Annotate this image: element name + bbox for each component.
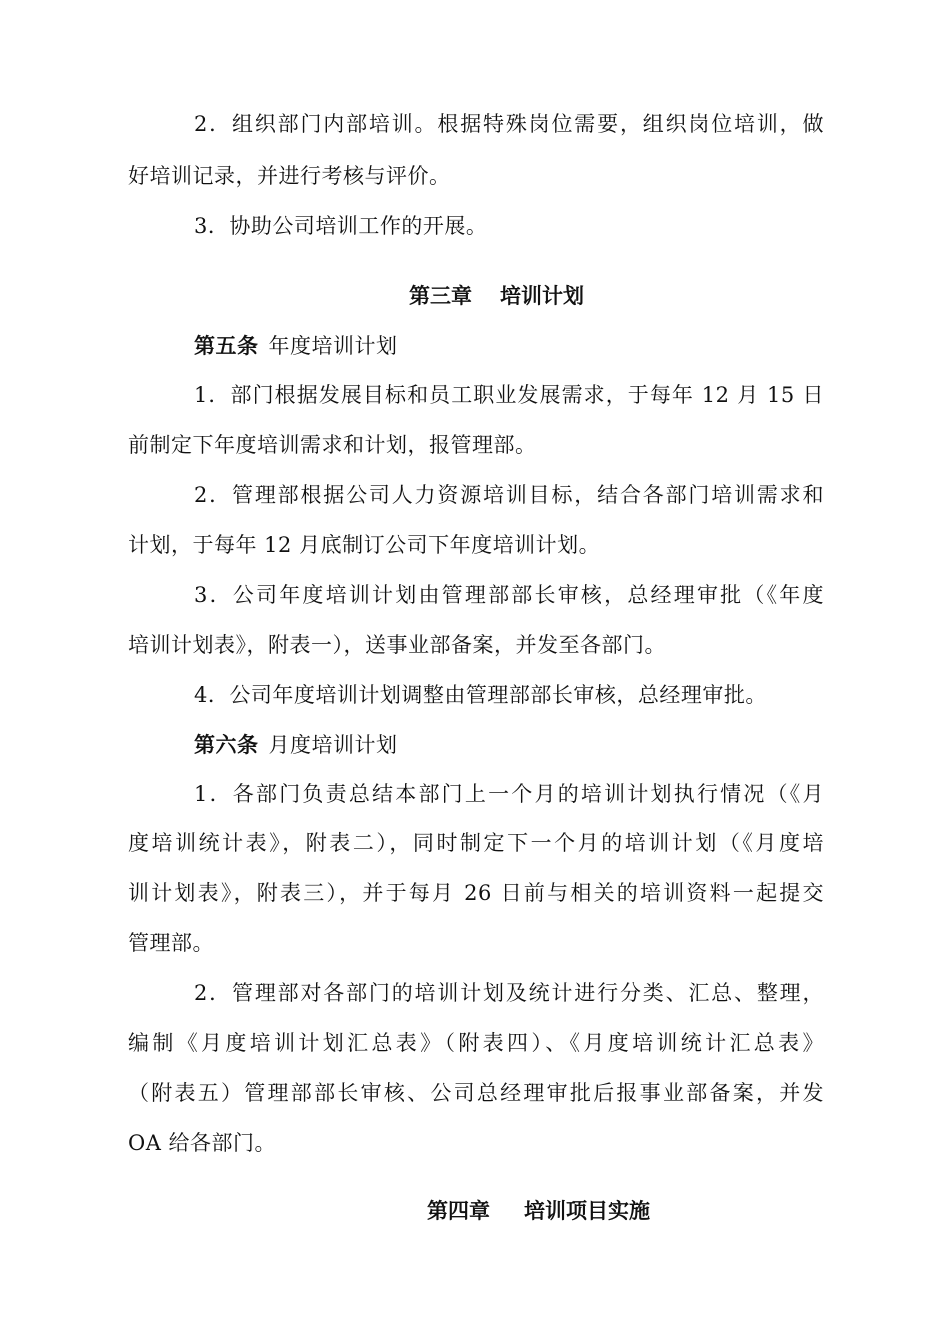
paragraph-line: 度培训统计表》，附表二），同时制定下一个月的培训计划（《月度培 [128, 831, 824, 855]
paragraph-line: 编制《月度培训计划汇总表》（附表四）、《月度培训统计汇总表》 [128, 1031, 824, 1055]
paragraph-line: 1．部门根据发展目标和员工职业发展需求，于每年 12 月 15 日 [194, 383, 824, 407]
paragraph-line: 管理部。 [128, 931, 214, 955]
paragraph-line: 4．公司年度培训计划调整由管理部部长审核，总经理审批。 [194, 683, 767, 707]
paragraph-line: （附表五）管理部部长审核、公司总经理审批后报事业部备案，并发 [128, 1081, 824, 1105]
paragraph-line: 培训计划表》，附表一），送事业部备案，并发至各部门。 [128, 633, 666, 657]
article-number: 第五条 [194, 333, 259, 358]
paragraph-line: 2．管理部对各部门的培训计划及统计进行分类、汇总、整理， [194, 981, 824, 1005]
paragraph-line: 前制定下年度培训需求和计划，报管理部。 [128, 433, 537, 457]
paragraph-line: 1．各部门负责总结本部门上一个月的培训计划执行情况（《月 [194, 782, 824, 806]
paragraph-line: 2．管理部根据公司人力资源培训目标，结合各部门培训需求和 [194, 483, 824, 507]
article-title: 年度培训计划 [268, 334, 398, 358]
paragraph-line: 3．公司年度培训计划由管理部部长审核，总经理审批（《年度 [194, 583, 824, 607]
article-number: 第六条 [194, 732, 259, 757]
chapter-heading [409, 282, 584, 310]
paragraph-line: OA 给各部门。 [128, 1131, 277, 1155]
paragraph-line: 计划，于每年 12 月底制订公司下年度培训计划。 [128, 533, 601, 557]
paragraph-line: 3．协助公司培训工作的开展。 [194, 214, 488, 238]
chapter-heading [427, 1197, 650, 1225]
paragraph-line: 训计划表》，附表三），并于每月 26 日前与相关的培训资料一起提交 [128, 881, 824, 905]
paragraph-line: 2．组织部门内部培训。根据特殊岗位需要，组织岗位培训，做 [194, 112, 824, 136]
article-heading [194, 332, 894, 360]
chapter-title: 培训项目实施 [524, 1198, 650, 1223]
chapter-number: 第三章 [409, 283, 472, 308]
chapter-title: 培训计划 [500, 283, 584, 308]
chapter-number: 第四章 [427, 1198, 490, 1223]
article-heading [194, 731, 894, 759]
paragraph-line: 好培训记录，并进行考核与评价。 [128, 164, 451, 188]
article-title: 月度培训计划 [268, 733, 398, 757]
